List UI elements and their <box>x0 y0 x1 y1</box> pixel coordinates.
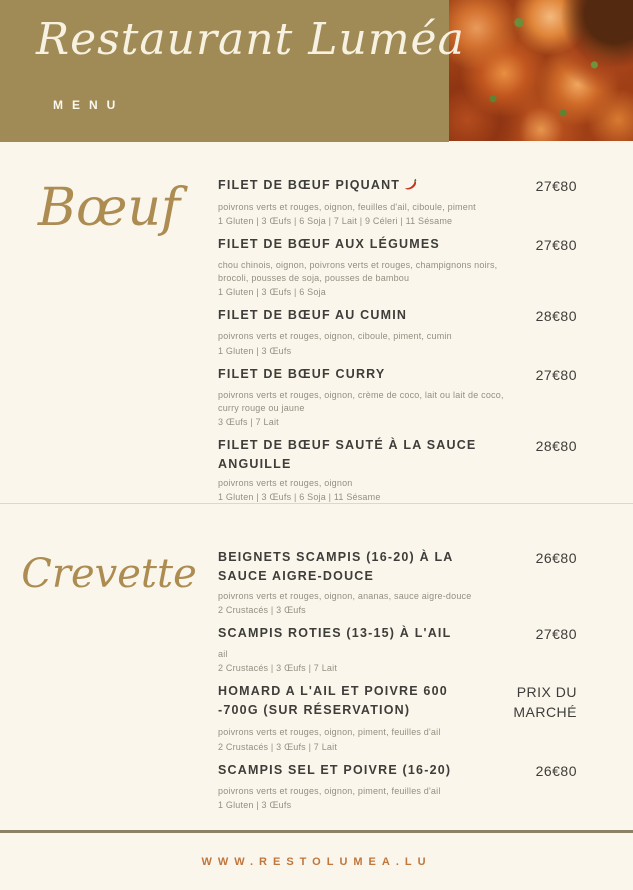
item-price: PRIX DU MARCHÉ <box>513 683 577 721</box>
item-price: 26€80 <box>535 762 577 779</box>
item-title: FILET DE BŒUF AU CUMIN <box>218 308 408 323</box>
item-title: FILET DE BŒUF AUX LÉGUMES <box>218 236 440 251</box>
menu-item <box>218 306 577 355</box>
item-price: 26€80 <box>535 550 577 566</box>
item-head <box>218 176 577 197</box>
item-description: ail <box>218 648 228 659</box>
item-allergens: 1 Gluten | 3 Œufs | 6 Soja <box>218 287 326 298</box>
restaurant-name: Restaurant Luméa <box>36 14 465 65</box>
item-allergens: 2 Crustacés | 3 Œufs | 7 Lait <box>218 741 338 752</box>
item-price: 27€80 <box>535 625 577 642</box>
item-list <box>218 176 577 503</box>
item-price: 27€80 <box>535 178 577 194</box>
item-price: 27€80 <box>535 366 577 383</box>
menu-item <box>218 176 577 226</box>
item-description: chou chinois, oignon, poivrons verts et rouges, champignons noirs, brocoli, pousses de soja, pousses de bambou <box>218 260 498 284</box>
item-title: FILET DE BŒUF PIQUANT <box>218 176 482 197</box>
item-allergens: 1 Gluten | 3 Œufs <box>218 345 292 356</box>
fried-shrimp-photo <box>449 0 633 141</box>
section-title-col <box>0 548 218 830</box>
item-title: FILET DE BŒUF SAUTÉ À LA SAUCE ANGUILLE <box>218 437 477 471</box>
item-title: SCAMPIS SEL ET POIVRE (16-20) <box>218 762 452 777</box>
menu-section <box>0 503 633 830</box>
menu-label: MENU <box>53 98 125 112</box>
item-head <box>218 761 577 781</box>
item-title: HOMARD A L'AIL ET POIVRE 600 -700G (SUR RÉSERVATION) <box>218 683 448 717</box>
item-list <box>218 548 577 830</box>
item-allergens: 2 Crustacés | 3 Œufs | 7 Lait <box>218 662 338 673</box>
item-description: poivrons verts et rouges, oignon <box>218 478 353 489</box>
menu-sections <box>0 142 633 830</box>
header-banner <box>0 0 465 142</box>
header <box>0 0 633 142</box>
item-description: poivrons verts et rouges, oignon, ananas, sauce aigre-douce <box>218 590 472 601</box>
section-title-col <box>0 176 218 503</box>
item-description: poivrons verts et rouges, oignon, piment, feuilles d'ail <box>218 727 441 738</box>
menu-item <box>218 548 577 615</box>
section-title: Bœuf <box>37 178 181 238</box>
menu-section <box>0 142 633 503</box>
item-head <box>218 365 577 385</box>
website-link[interactable]: WWW.RESTOLUMEA.LU <box>201 856 432 868</box>
item-allergens: 1 Gluten | 3 Œufs | 6 Soja | 7 Lait | 9 Céleri | 11 Sésame <box>218 215 453 226</box>
item-head <box>218 306 577 326</box>
item-description: poivrons verts et rouges, oignon, ciboule, piment, cumin <box>218 331 452 342</box>
item-allergens: 3 Œufs | 7 Lait <box>218 416 279 427</box>
item-head <box>218 235 577 255</box>
section-title: Crevette <box>21 551 197 597</box>
item-title: BEIGNETS SCAMPIS (16-20) À LA SAUCE AIGRE-DOUCE <box>218 550 454 583</box>
footer-divider <box>0 830 633 833</box>
chili-pepper-icon <box>404 177 418 197</box>
item-description: poivrons verts et rouges, oignon, piment, feuilles d'ail <box>218 785 441 796</box>
footer <box>0 830 633 890</box>
item-price: 28€80 <box>535 437 577 454</box>
menu-item <box>218 624 577 673</box>
menu-item <box>218 436 577 503</box>
item-description: poivrons verts et rouges, oignon, crème de coco, lait ou lait de coco, curry rouge ou jaune <box>218 389 504 413</box>
item-description: poivrons verts et rouges, oignon, feuilles d'ail, ciboule, piment <box>218 201 476 212</box>
item-head <box>218 624 577 644</box>
item-allergens: 2 Crustacés | 3 Œufs <box>218 604 306 615</box>
item-head <box>218 548 577 586</box>
item-allergens: 1 Gluten | 3 Œufs <box>218 799 292 810</box>
item-head <box>218 436 577 474</box>
menu-item <box>218 365 577 427</box>
menu-item <box>218 761 577 810</box>
item-title: FILET DE BŒUF CURRY <box>218 366 386 381</box>
item-head <box>218 682 577 723</box>
menu-item <box>218 235 577 297</box>
item-allergens: 1 Gluten | 3 Œufs | 6 Soja | 11 Sésame <box>218 492 381 503</box>
item-title: SCAMPIS ROTIES (13-15) À L'AIL <box>218 625 452 640</box>
item-price: 28€80 <box>535 308 577 325</box>
item-price: 27€80 <box>535 236 577 253</box>
menu-item <box>218 682 577 752</box>
